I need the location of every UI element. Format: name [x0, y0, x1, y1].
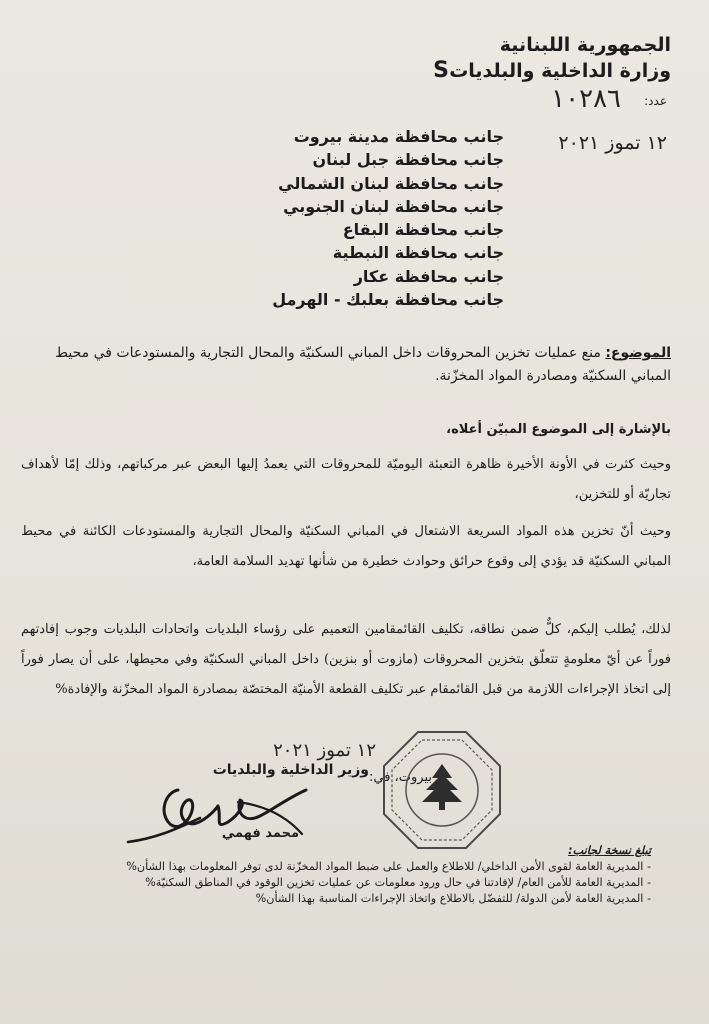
copy-item: - المديرية العامة للأمن العام/ لإفادتنا في حال ورود معلومات عن عمليات تخزين الوقود في المناطق السكنيّة%	[145, 876, 651, 889]
reference-number-label: عدد:	[644, 94, 667, 108]
body-paragraph-1: وحيث كثرت في الأونة الأخيرة ظاهرة التعبئة اليوميّة للمحروقات التي يعمدُ إليها البعض عبر مركباتهم، وذلك إمّا لأهداف تجاريّة أو للتخزين،	[21, 457, 671, 502]
copy-item: - المديرية العامة لقوى الأمن الداخلي/ للاطلاع والعمل على ضبط المواد المخزّنة لدى توفر المعلومات بهذا الشأن%	[126, 860, 651, 873]
body-intro: بالإشارة إلى الموضوع المبيّن أعلاه،	[446, 422, 671, 437]
recipient-item: جانب محافظة بعلبك - الهرمل	[272, 290, 504, 310]
subject-text: منع عمليات تخزين المحروقات داخل المباني السكنيّة والمحال التجارية والمستودعات في محيط المباني السكنيّة ومصادرة المواد المخزّنة.	[55, 345, 671, 384]
minister-title: وزير الداخلية والبلديات	[212, 762, 369, 778]
ministry-title	[431, 58, 671, 83]
body-paragraph-2: وحيث أنّ تخزين هذه المواد السريعة الاشتعال في المباني السكنيّة والمحال التجارية والمستودعات الكائنة في محيط المباني السكنيّة قد يؤدي إلى وقوع حرائق وحوادث خطيرة من شأنها تهديد السلامة العامة،	[21, 524, 671, 569]
minister-name: محمد فهمي	[221, 826, 299, 841]
reference-date: ١٢ تموز ٢٠٢١	[558, 132, 667, 154]
subject-block	[31, 342, 671, 388]
recipients-list	[272, 125, 504, 311]
recipient-item: جانب محافظة النبطية	[332, 243, 504, 263]
copies-block	[41, 843, 651, 907]
ministry-logo-mark: S	[433, 58, 450, 83]
recipient-item: جانب محافظة مدينة بيروت	[293, 127, 504, 146]
cedar-tree-icon	[422, 764, 462, 810]
recipient-item: جانب محافظة عكار	[353, 266, 504, 286]
copy-item: - المديرية العامة لأمن الدولة/ للتفضّل بالاطلاع واتخاذ الإجراءات المناسبة بهذا الشأن%	[255, 892, 651, 905]
body-paragraph-3: لذلك، يُطلب إليكم، كلٌّ ضمن نطاقه، تكليف القائمقامين التعميم على رؤساء البلديات واتحادات البلديات وجوب إفادتهم فوراً عن أيّ معلومةٍ تتعلّق بتخزين المحروقات (مازوت أو بنزين) داخل المباني السكنيّة وفي محيطها، على أن يصار فوراً إلى اتخاذ الإجراءات اللازمة من قبل القائمقام عبر تكليف القطعة الأمنيّة المختصّة بمصادرة المواد المخزّنة والإفادة%	[21, 622, 671, 697]
recipient-item: جانب محافظة البقاع	[342, 220, 504, 240]
recipient-item: جانب محافظة لبنان الجنوبي	[283, 196, 504, 216]
recipient-item: جانب محافظة لبنان الشمالي	[278, 173, 504, 193]
handwritten-signature	[118, 772, 318, 852]
ministry-name: وزارة الداخلية والبلديات	[449, 60, 671, 82]
official-stamp	[380, 728, 504, 852]
subject-label: الموضوع:	[605, 345, 671, 361]
republic-title: الجمهورية اللبنانية	[499, 34, 671, 56]
reference-number: ١٠٢٨٦	[551, 84, 621, 114]
recipient-item: جانب محافظة جبل لبنان	[312, 150, 504, 170]
signature-place: بيروت، في:	[369, 770, 432, 785]
copies-label: تبلغ نسخة لجانب:	[568, 844, 651, 857]
signature-date: ١٢ تموز ٢٠٢١	[273, 740, 376, 761]
